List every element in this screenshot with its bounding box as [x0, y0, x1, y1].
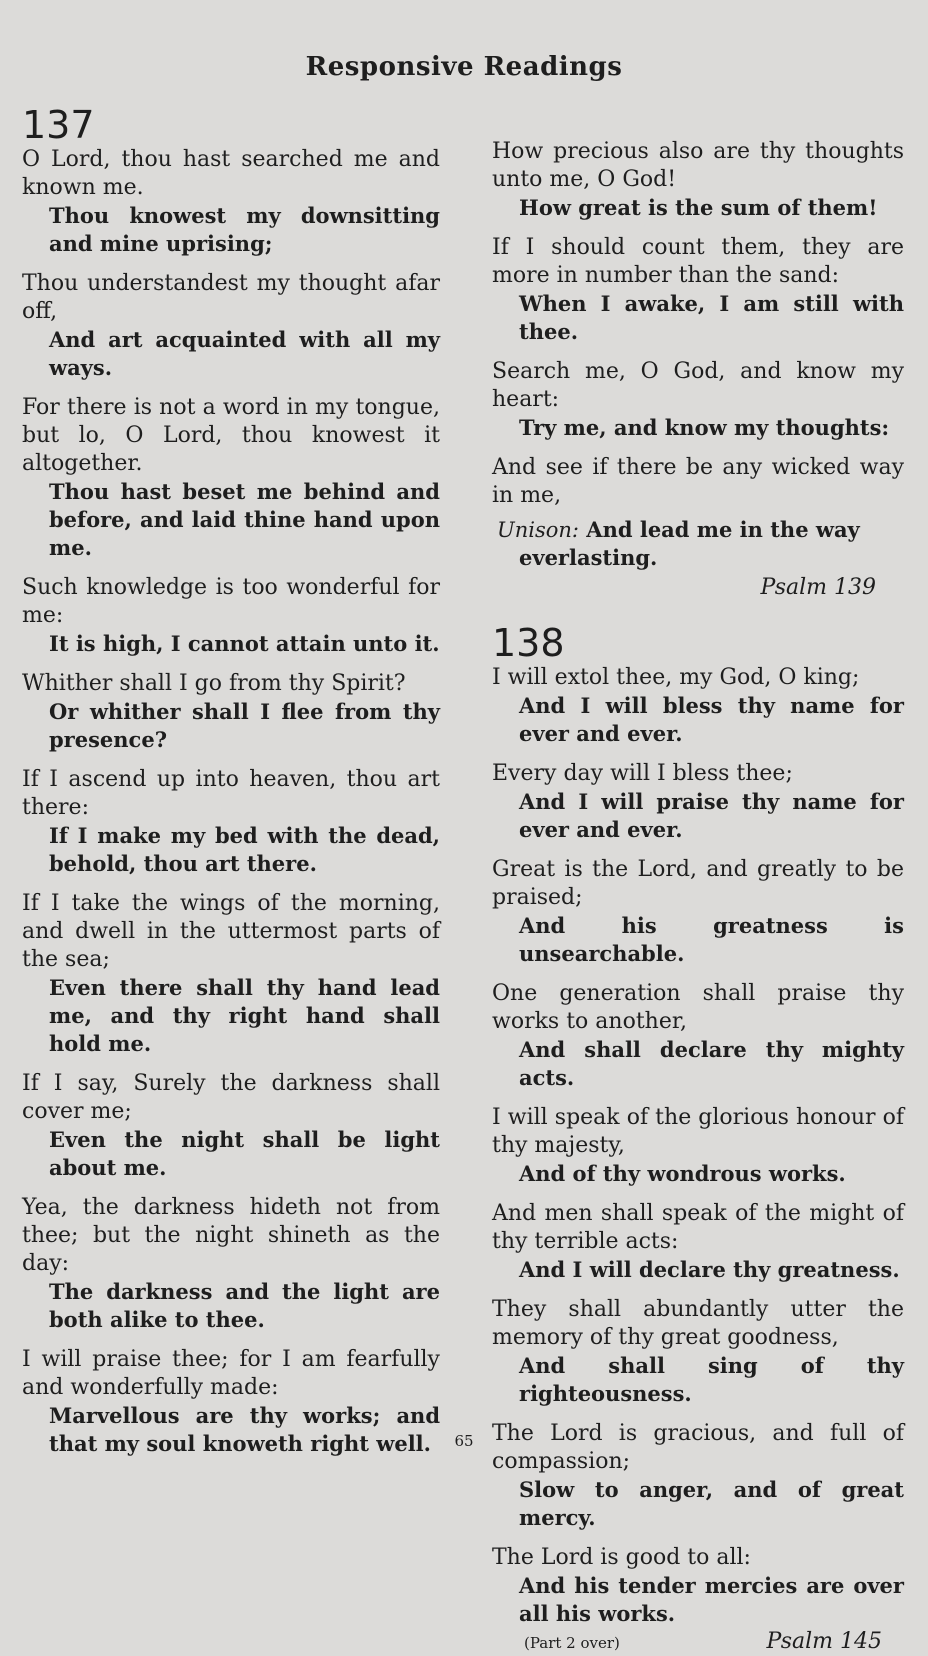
right-column — [492, 138, 904, 1656]
unison-label: Unison: — [497, 518, 579, 542]
reading-number-138: 138 — [492, 621, 565, 665]
verse-lead: One generation shall praise thy works to another, — [492, 981, 904, 1034]
verse-response: And art acquainted with all my ways. — [49, 327, 440, 380]
verse-response: And of thy wondrous works. — [519, 1161, 846, 1186]
verse-lead: Such knowledge is too wonderful for me: — [22, 575, 440, 628]
verse-lead: Great is the Lord, and greatly to be praised; — [492, 857, 904, 910]
verse-lead: If I take the wings of the morning, and dwell in the uttermost parts of the sea; — [22, 891, 440, 972]
reading-number-137: 137 — [22, 103, 95, 147]
verse-lead: O Lord, thou hast searched me and known me. — [22, 147, 440, 200]
verse-response: The darkness and the light are both alike to thee. — [49, 1279, 440, 1332]
verse-lead: They shall abundantly utter the memory of thy great goodness, — [492, 1297, 904, 1350]
verse-lead: The Lord is gracious, and full of compassion; — [492, 1421, 904, 1474]
reading-137-continued — [492, 138, 904, 602]
verse-lead: If I say, Surely the darkness shall cover me; — [22, 1071, 440, 1124]
verse-lead: And men shall speak of the might of thy terrible acts: — [492, 1201, 904, 1254]
verse-lead: I will extol thee, my God, O king; — [492, 665, 860, 690]
verse-response: And I will praise thy name for ever and ever. — [519, 789, 904, 842]
verse-lead: Every day will I bless thee; — [492, 761, 793, 786]
verse-response: When I awake, I am still with thee. — [519, 291, 904, 344]
verse-response: Slow to anger, and of great mercy. — [519, 1477, 904, 1530]
verse-response: It is high, I cannot attain unto it. — [49, 631, 440, 656]
verse-response: Try me, and know my thoughts: — [519, 415, 890, 440]
verse-response: And his greatness is unsearchable. — [519, 913, 904, 966]
reading-footer — [492, 1628, 904, 1656]
verse-response: Even there shall thy hand lead me, and thy right hand shall hold me. — [49, 975, 440, 1056]
reading-138 — [492, 664, 904, 1656]
verse-response: And I will declare thy greatness. — [519, 1257, 900, 1282]
unison-line — [492, 516, 904, 572]
verse-response: Thou hast beset me behind and before, and laid thine hand upon me. — [49, 479, 440, 560]
verse-lead: Yea, the darkness hideth not from thee; but the night shineth as the day: — [22, 1195, 440, 1276]
verse-response: And his tender mercies are over all his works. — [519, 1573, 904, 1626]
page-title: Responsive Readings — [305, 52, 623, 82]
verse-response: How great is the sum of them! — [519, 195, 878, 220]
verse-lead: And see if there be any wicked way in me, — [492, 455, 904, 508]
verse-response: And shall sing of thy righteousness. — [519, 1353, 904, 1406]
reading-137 — [22, 146, 440, 1458]
verse-lead: If I should count them, they are more in number than the sand: — [492, 235, 904, 288]
verse-lead: I will speak of the glorious honour of thy majesty, — [492, 1105, 904, 1158]
verse-response: Thou knowest my downsitting and mine uprising; — [49, 203, 440, 256]
verse-response: And I will bless thy name for ever and ever. — [519, 693, 904, 746]
verse-response: Marvellous are thy works; and that my soul knoweth right well. — [49, 1403, 440, 1456]
verse-response: If I make my bed with the dead, behold, thou art there. — [49, 823, 440, 876]
verse-lead: How precious also are thy thoughts unto me, O God! — [492, 139, 904, 192]
verse-lead: For there is not a word in my tongue, but lo, O Lord, thou knowest it altogether. — [22, 395, 440, 476]
verse-response: Even the night shall be light about me. — [49, 1127, 440, 1180]
verse-lead: Search me, O God, and know my heart: — [492, 359, 904, 412]
verse-lead: The Lord is good to all: — [492, 1545, 751, 1570]
unison-text: And lead me in the way everlasting. — [519, 517, 860, 570]
part-note: (Part 2 over) — [524, 1634, 620, 1652]
verse-lead: If I ascend up into heaven, thou art there: — [22, 767, 440, 820]
verse-lead: Whither shall I go from thy Spirit? — [22, 671, 406, 696]
verse-response: And shall declare thy mighty acts. — [519, 1037, 904, 1090]
verse-lead: Thou understandest my thought afar off, — [22, 271, 440, 324]
page-number: 65 — [454, 1432, 474, 1450]
citation: Psalm 139 — [760, 575, 876, 600]
left-column — [22, 100, 440, 1458]
citation: Psalm 145 — [766, 1629, 882, 1654]
verse-response: Or whither shall I flee from thy presence? — [49, 699, 440, 752]
verse-lead: I will praise thee; for I am fearfully and wonderfully made: — [22, 1347, 440, 1400]
